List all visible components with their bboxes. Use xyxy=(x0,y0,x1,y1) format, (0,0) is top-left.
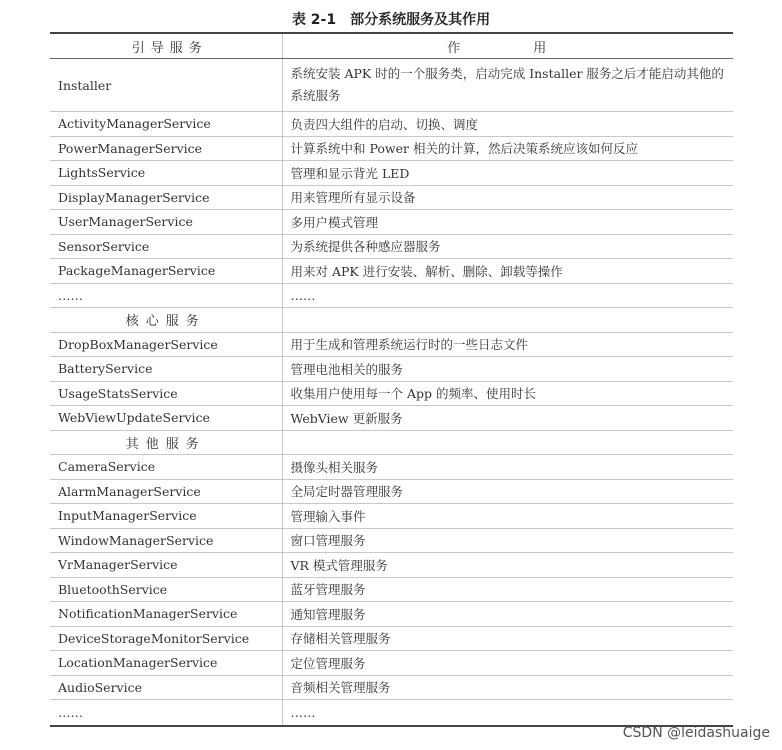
table-caption: 表 2-1 部分系统服务及其作用 xyxy=(291,12,491,28)
table-row xyxy=(50,626,733,651)
service-purpose-cell: 音频相关管理服务 xyxy=(282,675,733,700)
table-body xyxy=(50,59,733,727)
section-empty-cell xyxy=(282,308,733,333)
service-purpose-cell: …… xyxy=(282,700,733,727)
table-row xyxy=(50,455,733,480)
service-purpose-cell: 窗口管理服务 xyxy=(282,528,733,553)
service-purpose-cell: 收集用户使用每一个 App 的频率、使用时长 xyxy=(282,381,733,406)
header-purpose: 作 用 xyxy=(282,33,733,59)
service-purpose-cell: 用来对 APK 进行安装、解析、删除、卸载等操作 xyxy=(282,259,733,284)
service-name-cell: WindowManagerService xyxy=(50,528,282,553)
service-name-cell: UsageStatsService xyxy=(50,381,282,406)
service-name-cell: AudioService xyxy=(50,675,282,700)
service-name-cell: CameraService xyxy=(50,455,282,480)
table-row xyxy=(50,357,733,382)
service-purpose-cell: 计算系统中和 Power 相关的计算，然后决策系统应该如何反应 xyxy=(282,136,733,161)
service-name-cell: InputManagerService xyxy=(50,504,282,529)
service-purpose-cell: 系统安装 APK 时的一个服务类，启动完成 Installer 服务之后才能启动其他的系统服务 xyxy=(282,59,733,112)
section-name: 核心服务 xyxy=(50,308,282,333)
service-purpose-cell: 管理和显示背光 LED xyxy=(282,161,733,186)
table-row xyxy=(50,161,733,186)
service-name-cell: …… xyxy=(50,283,282,308)
service-name-cell: WebViewUpdateService xyxy=(50,406,282,431)
service-name-cell: NotificationManagerService xyxy=(50,602,282,627)
table-row xyxy=(50,553,733,578)
service-name-cell: PackageManagerService xyxy=(50,259,282,284)
service-purpose-cell: …… xyxy=(282,283,733,308)
service-name-cell: PowerManagerService xyxy=(50,136,282,161)
service-purpose-cell: 用于生成和管理系统运行时的一些日志文件 xyxy=(282,332,733,357)
table-row xyxy=(50,381,733,406)
service-purpose-cell: 摄像头相关服务 xyxy=(282,455,733,480)
service-purpose-cell: VR 模式管理服务 xyxy=(282,553,733,578)
table-row xyxy=(50,675,733,700)
service-name-cell: DropBoxManagerService xyxy=(50,332,282,357)
services-table xyxy=(50,32,733,727)
service-purpose-cell: 用来管理所有显示设备 xyxy=(282,185,733,210)
service-name-cell: Installer xyxy=(50,59,282,112)
table-header-row xyxy=(50,33,733,59)
table-row xyxy=(50,112,733,137)
service-purpose-cell: 多用户模式管理 xyxy=(282,210,733,235)
table-row xyxy=(50,283,733,308)
section-empty-cell xyxy=(282,430,733,455)
table-row xyxy=(50,59,733,112)
service-purpose-cell: 管理输入事件 xyxy=(282,504,733,529)
service-name-cell: DeviceStorageMonitorService xyxy=(50,626,282,651)
service-name-cell: LocationManagerService xyxy=(50,651,282,676)
service-purpose-cell: 蓝牙管理服务 xyxy=(282,577,733,602)
table-row xyxy=(50,136,733,161)
section-header-row xyxy=(50,430,733,455)
service-purpose-cell: 为系统提供各种感应器服务 xyxy=(282,234,733,259)
service-purpose-cell: 存储相关管理服务 xyxy=(282,626,733,651)
table-row xyxy=(50,700,733,727)
table-row xyxy=(50,504,733,529)
table-row xyxy=(50,185,733,210)
service-purpose-cell: WebView 更新服务 xyxy=(282,406,733,431)
table-row xyxy=(50,406,733,431)
table-row xyxy=(50,234,733,259)
service-name-cell: ActivityManagerService xyxy=(50,112,282,137)
table-row xyxy=(50,602,733,627)
table-row xyxy=(50,577,733,602)
service-name-cell: LightsService xyxy=(50,161,282,186)
service-name-cell: …… xyxy=(50,700,282,727)
table-row xyxy=(50,651,733,676)
table-row xyxy=(50,332,733,357)
service-purpose-cell: 定位管理服务 xyxy=(282,651,733,676)
service-name-cell: BatteryService xyxy=(50,357,282,382)
table-row xyxy=(50,210,733,235)
table-row xyxy=(50,479,733,504)
service-name-cell: DisplayManagerService xyxy=(50,185,282,210)
service-purpose-cell: 通知管理服务 xyxy=(282,602,733,627)
service-purpose-cell: 管理电池相关的服务 xyxy=(282,357,733,382)
section-header-row xyxy=(50,308,733,333)
service-name-cell: SensorService xyxy=(50,234,282,259)
header-boot-services: 引导服务 xyxy=(50,33,282,59)
table-row xyxy=(50,259,733,284)
service-name-cell: VrManagerService xyxy=(50,553,282,578)
service-name-cell: BluetoothService xyxy=(50,577,282,602)
table-row xyxy=(50,528,733,553)
service-name-cell: AlarmManagerService xyxy=(50,479,282,504)
section-name: 其他服务 xyxy=(50,430,282,455)
csdn-watermark: CSDN @leidashuaige xyxy=(622,725,770,741)
service-name-cell: UserManagerService xyxy=(50,210,282,235)
service-purpose-cell: 负责四大组件的启动、切换、调度 xyxy=(282,112,733,137)
service-purpose-cell: 全局定时器管理服务 xyxy=(282,479,733,504)
